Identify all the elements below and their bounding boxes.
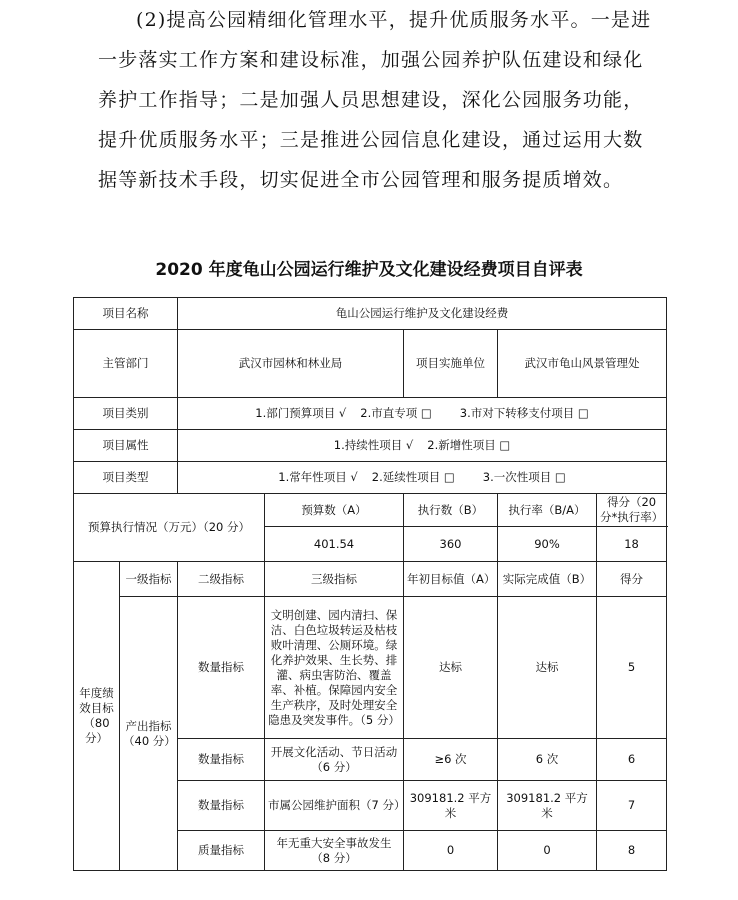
table-cell: ≥6 次 xyxy=(404,739,498,781)
table-cell: 0 xyxy=(498,831,597,871)
budget-value: 18 xyxy=(597,527,667,562)
table-cell: 309181.2 平方米 xyxy=(498,781,597,831)
evaluation-table xyxy=(73,297,667,871)
budget-label: 预算执行情况（万元）（20 分） xyxy=(74,494,265,562)
table-title: 2020 年度龟山公园运行维护及文化建设经费项目自评表 xyxy=(155,260,583,280)
table-cell: 8 xyxy=(597,831,667,871)
budget-header: 预算数（A） xyxy=(265,494,404,527)
attribute-label: 项目属性 xyxy=(74,430,178,462)
paragraph-line: (2)提高公园精细化管理水平，提升优质服务水平。一是进 xyxy=(136,9,652,31)
paragraph-line: 据等新技术手段，切实促进全市公园管理和服务提质增效。 xyxy=(98,169,624,191)
paragraph-line: 养护工作指导；二是加强人员思想建设，深化公园服务功能， xyxy=(98,89,644,111)
paragraph-line: 提升优质服务水平；三是推进公园信息化建设，通过运用大数 xyxy=(98,129,644,151)
category-label: 项目类别 xyxy=(74,398,178,430)
type-options: 1.常年性项目 √ 2.延续性项目 □ 3.一次性项目 □ xyxy=(178,462,667,494)
budget-value: 401.54 xyxy=(265,527,404,562)
unit-label: 项目实施单位 xyxy=(404,330,498,398)
budget-header: 得分（20 分*执行率） xyxy=(597,494,667,527)
perf-header: 实际完成值（B） xyxy=(498,562,597,597)
dept-label: 主管部门 xyxy=(74,330,178,398)
category-options: 1.部门预算项目 √ 2.市直专项 □ 3.市对下转移支付项目 □ xyxy=(178,398,667,430)
budget-header: 执行率（B/A） xyxy=(498,494,597,527)
table-cell: 0 xyxy=(404,831,498,871)
type-label: 项目类型 xyxy=(74,462,178,494)
table-cell: 达标 xyxy=(498,597,597,739)
performance-label: 年度绩效目标（80 分） xyxy=(74,562,120,871)
table-cell: 达标 xyxy=(404,597,498,739)
project-name-label: 项目名称 xyxy=(74,298,178,330)
table-cell: 7 xyxy=(597,781,667,831)
table-cell: 数量指标 xyxy=(178,739,265,781)
table-cell: 数量指标 xyxy=(178,597,265,739)
perf-header: 年初目标值（A） xyxy=(404,562,498,597)
project-name-value: 龟山公园运行维护及文化建设经费 xyxy=(178,298,667,330)
budget-value: 90% xyxy=(498,527,597,562)
budget-value: 360 xyxy=(404,527,498,562)
table-cell: 5 xyxy=(597,597,667,739)
table-cell: 数量指标 xyxy=(178,781,265,831)
table-cell: 文明创建、园内清扫、保洁、白色垃圾转运及枯枝败叶清理、公厕环境。绿化养护效果、生长势、排灌、病虫害防治、覆盖率、补植。保障园内安全生产秩序，及时处理安全隐患及突发事件。（5 分） xyxy=(265,597,404,739)
table-cell: 开展文化活动、节日活动（6 分） xyxy=(265,739,404,781)
body-paragraph xyxy=(98,0,668,200)
perf-header: 二级指标 xyxy=(178,562,265,597)
table-cell: 309181.2 平方米 xyxy=(404,781,498,831)
table-cell: 6 xyxy=(597,739,667,781)
dept-value: 武汉市园林和林业局 xyxy=(178,330,404,398)
table-cell: 质量指标 xyxy=(178,831,265,871)
unit-value: 武汉市龟山风景管理处 xyxy=(498,330,667,398)
table-cell: 6 次 xyxy=(498,739,597,781)
budget-header: 执行数（B） xyxy=(404,494,498,527)
table-cell: 年无重大安全事故发生（8 分） xyxy=(265,831,404,871)
output-indicator-label: 产出指标（40 分） xyxy=(120,597,178,871)
paragraph-line: 一步落实工作方案和建设标准，加强公园养护队伍建设和绿化 xyxy=(98,49,644,71)
perf-header: 一级指标 xyxy=(120,562,178,597)
attribute-options: 1.持续性项目 √ 2.新增性项目 □ xyxy=(178,430,667,462)
perf-header: 得分 xyxy=(597,562,667,597)
perf-header: 三级指标 xyxy=(265,562,404,597)
table-cell: 市属公园维护面积（7 分） xyxy=(265,781,404,831)
